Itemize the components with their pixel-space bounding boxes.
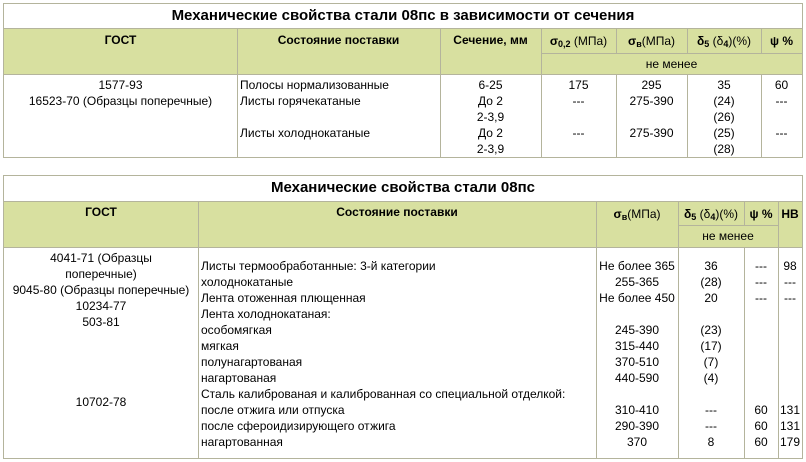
- table-mechanical-by-section: Механические свойства стали 08пс в зависимости от сечения ГОСТ Состояние поставки Сечение, мм $\sigma_{0,2}$ (МПа) $\sigma_в(МПа)$ $\delta_5$ $(\delta_4)(\%)$ ψ % не менее 1577-93 16523-70 (Образцы поперечные) Полосы нормализованные 6-25 175 295 35 60 Листы горячекатаные До 2 --- 275-390 (24) --- 2-3,9 (26) Листы холоднокатаные До 2 --- 275-390 (25) --- 2-3,9 (28): [3, 3, 803, 158]
- table2-gost-0: 4041-71 (Образцы: [50, 251, 152, 265]
- table1-gost-0: 1577-93: [98, 78, 143, 92]
- table1-header-sigmab: $\sigma_в(МПа)$: [627, 34, 676, 49]
- table1-header-psi: ψ %: [769, 34, 794, 48]
- table1-gost-1: 16523-70 (Образцы поперечные): [28, 94, 213, 108]
- table2-gost-3: 10234-77: [75, 299, 127, 313]
- table2-header-hb: HB: [781, 207, 799, 221]
- table1-title: Механические свойства стали 08пс в зависимости от сечения: [171, 7, 635, 24]
- table1-header-sigma02: $\sigma_{0,2}$ (МПа): [549, 34, 608, 49]
- table2-header-sigmab: $\sigma_в(МПа)$: [613, 207, 661, 222]
- table1-header-section: Сечение, мм: [453, 33, 528, 47]
- table2-gost-4: 503-81: [82, 315, 120, 329]
- table1-header-state: Состояние поставки: [277, 33, 400, 47]
- table2-min-label: не менее: [702, 229, 754, 243]
- table2-title: Механические свойства стали 08пс: [270, 179, 536, 196]
- table2-header-gost: ГОСТ: [85, 205, 117, 219]
- table2-gost-5: 10702-78: [75, 395, 127, 409]
- table2-gost-2: 9045-80 (Образцы поперечные): [12, 283, 190, 297]
- table1-min-label: не менее: [645, 57, 698, 71]
- table2-header-delta: $\delta_5$ $(\delta_4)(\%)$: [684, 207, 738, 222]
- table-mechanical-properties: Механические свойства стали 08пс ГОСТ Состояние поставки $\sigma_в(МПа)$ $\delta_5$ $(\delta_4)(\%)$ ψ % HB не менее 4041-71 (Образцы поперечные) 9045-80 (Образцы поперечные) 10234-77 503-81 10702-78 Листы термообработанные: 3-й категории Не более 365 36 --- 98 холоднокатаные 255-365 (28) --- --- Лента отоженная плющенная Не более 450 20 --- --- Лента холоднокатаная: особомягкая 245-390 (23) мягкая 315-440 (17) полунагартованая 370-510 (7) нагартованая 440-590 (4) Сталь калиброваная и калиброванная со специальной отделкой: после отжига или отпуска 310-410 --- 60 131 после сфероидизирующего отжига 290-390 --- 60 131 нагартованная 370 8 60 179: [3, 175, 803, 459]
- table2-header-psi: ψ %: [749, 207, 773, 221]
- table2-gost-1: поперечные): [65, 267, 137, 281]
- table1-header-gost: ГОСТ: [104, 33, 137, 47]
- table2-header-state: Состояние поставки: [336, 205, 458, 219]
- table1-header-delta: $\delta_5$ $(\delta_4)(\%)$: [697, 34, 751, 49]
